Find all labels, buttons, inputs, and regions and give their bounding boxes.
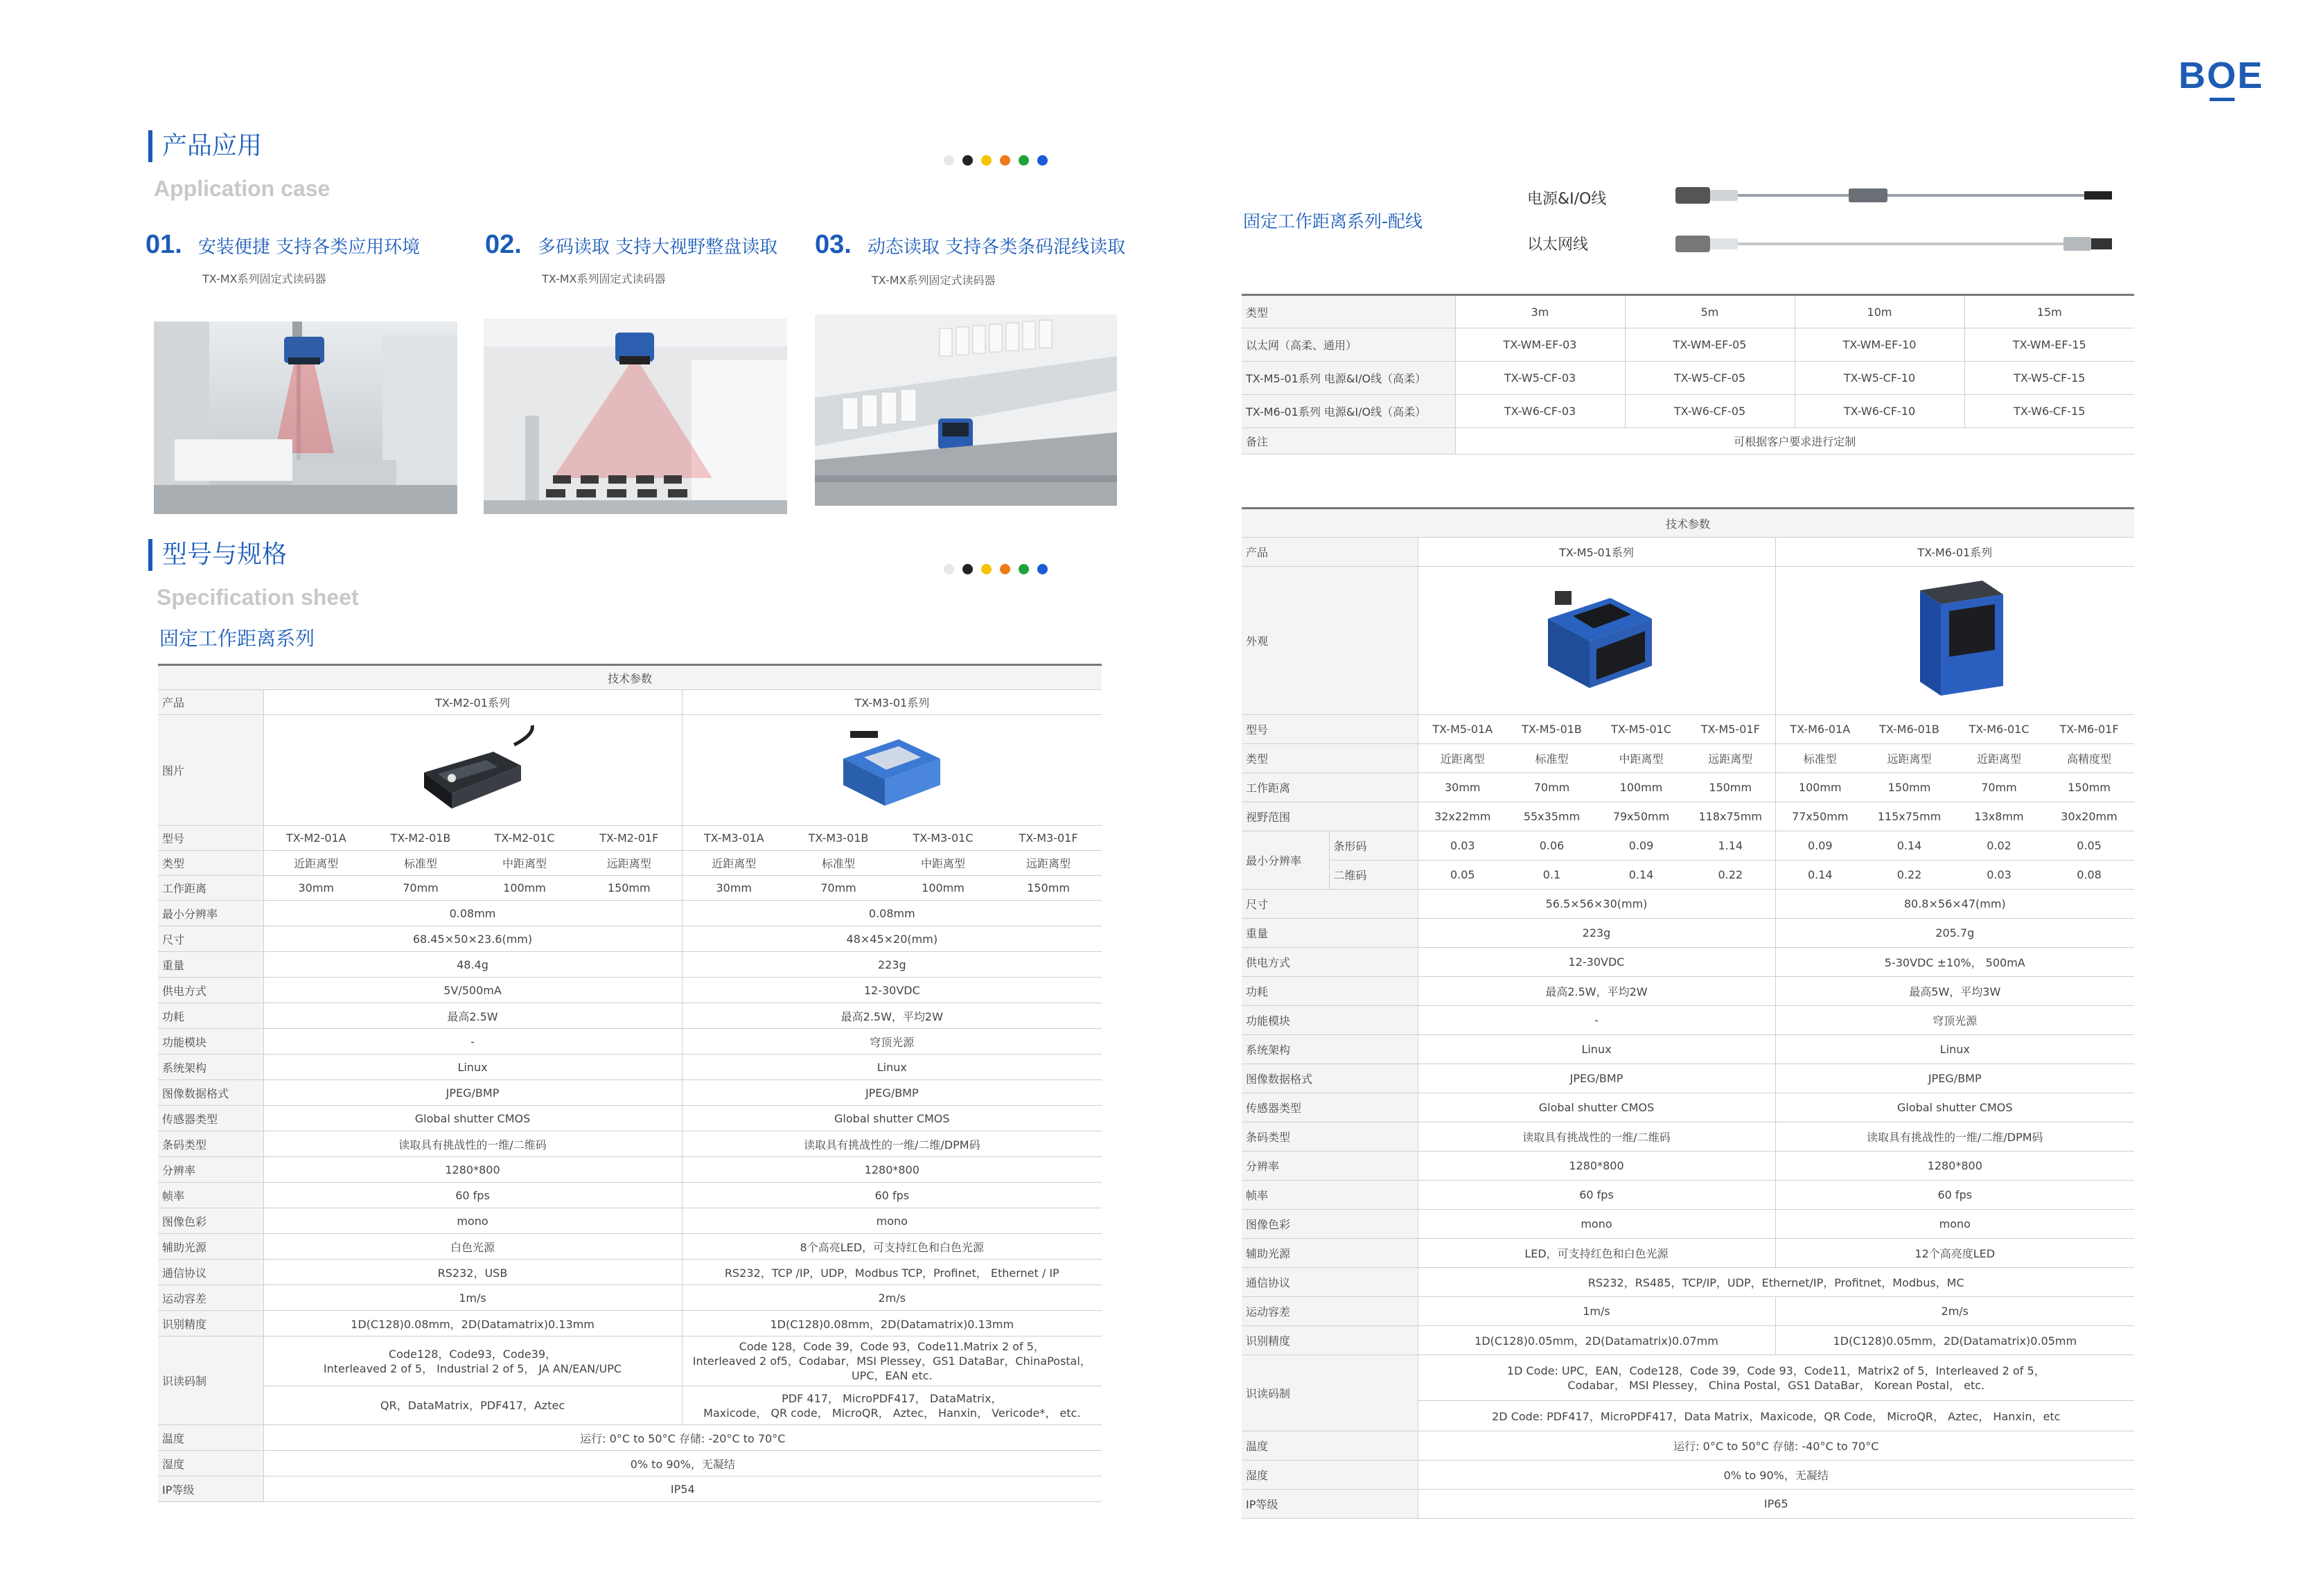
value-cell: 最高2.5W，平均2W (682, 1003, 1102, 1029)
model-cell: TX-M6-01C (1954, 715, 2044, 744)
cable-cell: TX-W5-CF-03 (1455, 362, 1625, 395)
value-cell: 223g (1418, 919, 1775, 948)
bar-res-cell: 0.03 (1418, 831, 1507, 861)
model-cell: TX-M3-01B (786, 826, 891, 851)
row-label: 系统架构 (1242, 1035, 1418, 1064)
codes-1d-cell (263, 1336, 682, 1386)
value-cell: 68.45×50×23.6(mm) (263, 926, 682, 952)
model-cell: TX-M2-01B (369, 826, 473, 851)
row-label: 图像色彩 (158, 1208, 263, 1234)
product-image-m3 (682, 715, 1102, 826)
spec-subtitle: Specification sheet (157, 585, 359, 610)
value-cell: 223g (682, 952, 1102, 978)
product-image-m5 (1418, 567, 1775, 715)
type-cell: 近距离型 (682, 851, 786, 876)
model-cell: TX-M6-01F (2044, 715, 2134, 744)
series-title: 固定工作距离系列 (159, 627, 315, 650)
row-label: 功能模块 (158, 1029, 263, 1055)
cable-power-image (1675, 182, 2119, 212)
case-photo-1 (154, 321, 457, 514)
fov-cell: 79x50mm (1596, 802, 1686, 831)
value-cell: 0% to 90%，无凝结 (263, 1451, 1102, 1476)
codes-2d-cell: 2D Code: PDF417，MicroPDF417，Data Matrix，Maxicode，QR Code， MicroQR， Aztec， Hanxin，etc (1418, 1401, 2134, 1431)
distance-cell: 150mm (995, 876, 1102, 901)
value-cell: Global shutter CMOS (682, 1106, 1102, 1131)
row-label: 条码类型 (158, 1131, 263, 1157)
code-line: Maxicode， QR code， MicroQR， Aztec， Hanxin， Vericode*， etc. (703, 1406, 1081, 1420)
color-dot (1000, 564, 1010, 574)
value-cell: Linux (1775, 1035, 2134, 1064)
model-cell: TX-M3-01F (995, 826, 1102, 851)
row-label: 视野范围 (1242, 802, 1418, 831)
product-name: TX-M2-01系列 (263, 690, 682, 715)
case-title: 安装便捷 支持各类应用环境 (197, 237, 421, 258)
row-label: 识别精度 (158, 1311, 263, 1336)
color-dot (944, 564, 954, 574)
value-cell: Global shutter CMOS (1418, 1093, 1775, 1122)
distance-cell: 100mm (1596, 773, 1686, 802)
row-label: 图像数据格式 (1242, 1064, 1418, 1093)
cable-cell: TX-W5-CF-10 (1795, 362, 1964, 395)
value-cell: 穹顶光源 (682, 1029, 1102, 1055)
row-label: 工作距离 (158, 876, 263, 901)
table-header: 技术参数 (1242, 509, 2134, 538)
cable-eth-label: 以太网线 (1527, 236, 1589, 254)
application-subtitle: Application case (154, 176, 331, 201)
value-cell: Global shutter CMOS (263, 1106, 682, 1131)
value-cell: 48×45×20(mm) (682, 926, 1102, 952)
value-cell: JPEG/BMP (1418, 1064, 1775, 1093)
row-label: 传感器类型 (1242, 1093, 1418, 1122)
fov-cell: 118x75mm (1686, 802, 1775, 831)
case-title: 多码读取 支持大视野整盘读取 (537, 237, 778, 258)
cable-cell: TX-W6-CF-10 (1795, 395, 1964, 428)
cables-title: 固定工作距离系列-配线 (1243, 211, 1423, 231)
value-cell: Linux (263, 1055, 682, 1080)
color-dot (981, 155, 992, 166)
row-sublabel: 二维码 (1329, 861, 1418, 890)
row-label: 重量 (1242, 919, 1418, 948)
color-dot (944, 155, 954, 166)
cable-power-label: 电源&I/O线 (1527, 191, 1607, 208)
distance-cell: 100mm (473, 876, 576, 901)
value-cell: 运行: 0°C to 50°C 存储: -40°C to 70°C (1418, 1431, 2134, 1461)
color-dot (981, 564, 992, 574)
type-cell: 标准型 (786, 851, 891, 876)
cable-eth-image (1675, 230, 2119, 261)
case-desc: TX-MX系列固定式读码器 (542, 272, 666, 285)
row-label: 帧率 (158, 1183, 263, 1208)
value-cell: IP65 (1418, 1490, 2134, 1519)
value-cell: - (263, 1029, 682, 1055)
value-cell: Linux (682, 1055, 1102, 1080)
cable-cell: TX-WM-EF-10 (1795, 328, 1964, 362)
value-cell: RS232，RS485，TCP/IP，UDP，Ethernet/IP，Profitnet，Modbus，MC (1418, 1268, 2134, 1297)
row-label: 识读码制 (1242, 1355, 1418, 1431)
cable-cell: TX-W5-CF-05 (1625, 362, 1795, 395)
model-cell: TX-M2-01A (263, 826, 369, 851)
value-cell: 0.08mm (263, 901, 682, 926)
qr-res-cell: 0.22 (1686, 861, 1775, 890)
value-cell: mono (263, 1208, 682, 1234)
code-line: Interleaved 2 of5，Codabar，MSI Plessey，GS1 DataBar，ChinaPostal， (692, 1355, 1091, 1368)
product-name: TX-M3-01系列 (682, 690, 1102, 715)
case-number: 02. (485, 230, 522, 259)
value-cell: 1280*800 (263, 1157, 682, 1183)
value-cell: 12-30VDC (682, 978, 1102, 1003)
color-dot (1000, 155, 1010, 166)
color-dot (962, 564, 973, 574)
model-cell: TX-M5-01B (1507, 715, 1596, 744)
length-header: 10m (1795, 295, 1964, 328)
value-cell: 读取具有挑战性的一维/二维码 (263, 1131, 682, 1157)
row-label: 辅助光源 (158, 1234, 263, 1260)
qr-res-cell: 0.1 (1507, 861, 1596, 890)
type-cell: 中距离型 (1596, 744, 1686, 773)
type-cell: 远距离型 (1865, 744, 1954, 773)
model-cell: TX-M2-01C (473, 826, 576, 851)
type-cell: 中距离型 (473, 851, 576, 876)
bar-res-cell: 0.09 (1596, 831, 1686, 861)
value-cell: 读取具有挑战性的一维/二维/DPM码 (1775, 1122, 2134, 1152)
row-label: 尺寸 (1242, 890, 1418, 919)
row-label: 供电方式 (1242, 948, 1418, 977)
value-cell: mono (1775, 1210, 2134, 1239)
distance-cell: 30mm (682, 876, 786, 901)
type-cell: 标准型 (1775, 744, 1865, 773)
value-cell: JPEG/BMP (682, 1080, 1102, 1106)
value-cell: 56.5×56×30(mm) (1418, 890, 1775, 919)
value-cell: mono (682, 1208, 1102, 1234)
type-cell: 近距离型 (1418, 744, 1507, 773)
value-cell: JPEG/BMP (263, 1080, 682, 1106)
row-label: 尺寸 (158, 926, 263, 952)
code-line: PDF 417， MicroPDF417， DataMatrix， (782, 1391, 1003, 1405)
type-cell: 标准型 (369, 851, 473, 876)
value-cell: 1m/s (263, 1285, 682, 1311)
cable-cell: TX-W6-CF-05 (1625, 395, 1795, 428)
bar-res-cell: 1.14 (1686, 831, 1775, 861)
model-cell: TX-M5-01F (1686, 715, 1775, 744)
type-cell: 近距离型 (1954, 744, 2044, 773)
value-cell: 5V/500mA (263, 978, 682, 1003)
value-cell: 读取具有挑战性的一维/二维码 (1418, 1122, 1775, 1152)
type-cell: 远距离型 (576, 851, 682, 876)
table-header: 技术参数 (158, 665, 1102, 690)
codes-2d-cell (682, 1386, 1102, 1425)
distance-cell: 70mm (1507, 773, 1596, 802)
case-2 (485, 230, 777, 260)
value-cell: Global shutter CMOS (1775, 1093, 2134, 1122)
fov-cell: 13x8mm (1954, 802, 2044, 831)
row-label: 湿度 (158, 1451, 263, 1476)
product-image-m2 (263, 715, 682, 826)
fov-cell: 115x75mm (1865, 802, 1954, 831)
model-cell: TX-M3-01A (682, 826, 786, 851)
value-cell: 80.8×56×47(mm) (1775, 890, 2134, 919)
case-number: 03. (815, 230, 852, 259)
value-cell: 1280*800 (682, 1157, 1102, 1183)
case-photo-2 (484, 319, 787, 514)
row-label: 供电方式 (158, 978, 263, 1003)
distance-cell: 70mm (786, 876, 891, 901)
boe-logo: BOE (2178, 55, 2264, 96)
value-cell: 60 fps (682, 1183, 1102, 1208)
distance-cell: 70mm (1954, 773, 2044, 802)
value-cell: JPEG/BMP (1775, 1064, 2134, 1093)
row-label: 通信协议 (1242, 1268, 1418, 1297)
value-cell: mono (1418, 1210, 1775, 1239)
fov-cell: 55x35mm (1507, 802, 1596, 831)
model-cell: TX-M5-01A (1418, 715, 1507, 744)
type-cell: 高精度型 (2044, 744, 2134, 773)
value-cell: 1D(C128)0.05mm，2D(Datamatrix)0.07mm (1418, 1326, 1775, 1355)
color-dot (962, 155, 973, 166)
row-label: 分辨率 (1242, 1152, 1418, 1181)
value-cell: 1m/s (1418, 1297, 1775, 1326)
qr-res-cell: 0.14 (1596, 861, 1686, 890)
distance-cell: 100mm (891, 876, 995, 901)
value-cell: 最高5W，平均3W (1775, 977, 2134, 1006)
spec-table-fixed (158, 664, 1102, 1502)
value-cell: IP54 (263, 1476, 1102, 1502)
value-cell: 12个高亮度LED (1775, 1239, 2134, 1268)
color-dots (944, 564, 1048, 574)
length-header: 15m (1964, 295, 2134, 328)
row-label: 湿度 (1242, 1461, 1418, 1490)
bar-res-cell: 0.06 (1507, 831, 1596, 861)
value-cell: 1D(C128)0.05mm，2D(Datamatrix)0.05mm (1775, 1326, 2134, 1355)
value-cell: LED，可支持红色和白色光源 (1418, 1239, 1775, 1268)
fov-cell: 30x20mm (2044, 802, 2134, 831)
value-cell: 1280*800 (1775, 1152, 2134, 1181)
model-cell: TX-M5-01C (1596, 715, 1686, 744)
cables-table (1242, 294, 2134, 455)
value-cell: 5-30VDC ±10%， 500mA (1775, 948, 2134, 977)
type-cell: 标准型 (1507, 744, 1596, 773)
case-3 (815, 230, 1125, 260)
color-dot (1037, 155, 1048, 166)
distance-cell: 30mm (1418, 773, 1507, 802)
row-label: 工作距离 (1242, 773, 1418, 802)
value-cell: RS232，TCP /IP，UDP，Modbus TCP，Profinet， Ethernet / IP (682, 1260, 1102, 1285)
type-cell: 近距离型 (263, 851, 369, 876)
case-desc: TX-MX系列固定式读码器 (872, 274, 996, 287)
row-label: 运动容差 (1242, 1297, 1418, 1326)
fov-cell: 32x22mm (1418, 802, 1507, 831)
bar-res-cell: 0.05 (2044, 831, 2134, 861)
qr-res-cell: 0.08 (2044, 861, 2134, 890)
value-cell: 60 fps (263, 1183, 682, 1208)
color-dot (1037, 564, 1048, 574)
qr-res-cell: 0.03 (1954, 861, 2044, 890)
row-label: 类型 (1242, 295, 1455, 328)
distance-cell: 150mm (1686, 773, 1775, 802)
cable-cell: TX-WM-EF-15 (1964, 328, 2134, 362)
row-label: 传感器类型 (158, 1106, 263, 1131)
value-cell: 0.08mm (682, 901, 1102, 926)
row-label: 型号 (158, 826, 263, 851)
row-label: 以太网（高柔、通用） (1242, 328, 1455, 362)
qr-res-cell: 0.14 (1775, 861, 1865, 890)
value-cell: 0% to 90%，无凝结 (1418, 1461, 2134, 1490)
product-name: TX-M5-01系列 (1418, 538, 1775, 567)
distance-cell: 150mm (576, 876, 682, 901)
row-label: IP等级 (1242, 1490, 1418, 1519)
row-label: 类型 (1242, 744, 1418, 773)
row-label: TX-M6-01系列 电源&I/O线（高柔） (1242, 395, 1455, 428)
application-title: 产品应用 (148, 130, 262, 162)
case-number: 01. (146, 230, 182, 259)
model-cell: TX-M6-01A (1775, 715, 1865, 744)
row-label: 类型 (158, 851, 263, 876)
distance-cell: 70mm (369, 876, 473, 901)
cable-cell: TX-WM-EF-03 (1455, 328, 1625, 362)
distance-cell: 100mm (1775, 773, 1865, 802)
value-cell: 1D(C128)0.08mm，2D(Datamatrix)0.13mm (682, 1311, 1102, 1336)
value-cell: Linux (1418, 1035, 1775, 1064)
value-cell: RS232，USB (263, 1260, 682, 1285)
case-photo-3 (815, 315, 1117, 506)
row-label: 外观 (1242, 567, 1418, 715)
value-cell: 运行: 0°C to 50°C 存储: -20°C to 70°C (263, 1425, 1102, 1451)
product-name: TX-M6-01系列 (1775, 538, 2134, 567)
bar-res-cell: 0.14 (1865, 831, 1954, 861)
row-label: 识读码制 (158, 1336, 263, 1425)
row-label: 功能模块 (1242, 1006, 1418, 1035)
type-cell: 远距离型 (995, 851, 1102, 876)
value-cell: 60 fps (1775, 1181, 2134, 1210)
row-label: 产品 (158, 690, 263, 715)
cable-cell: TX-W5-CF-15 (1964, 362, 2134, 395)
case-1 (146, 230, 420, 260)
model-cell: TX-M2-01F (576, 826, 682, 851)
color-dots (944, 155, 1048, 166)
code-line: Interleaved 2 of 5， Industrial 2 of 5， JA AN/EAN/UPC (323, 1361, 622, 1375)
spec-table-m5-m6 (1242, 507, 2134, 1519)
value-cell: 1D(C128)0.08mm，2D(Datamatrix)0.13mm (263, 1311, 682, 1336)
row-label: 备注 (1242, 428, 1455, 455)
value-cell: 8个高亮LED，可支持红色和白色光源 (682, 1234, 1102, 1260)
row-label: 帧率 (1242, 1181, 1418, 1210)
cable-cell: TX-W6-CF-03 (1455, 395, 1625, 428)
row-label: 识别精度 (1242, 1326, 1418, 1355)
qr-res-cell: 0.22 (1865, 861, 1954, 890)
row-label: 辅助光源 (1242, 1239, 1418, 1268)
value-cell: 2m/s (1775, 1297, 2134, 1326)
row-label: 图像数据格式 (158, 1080, 263, 1106)
distance-cell: 150mm (2044, 773, 2134, 802)
length-header: 5m (1625, 295, 1795, 328)
bar-res-cell: 0.02 (1954, 831, 2044, 861)
model-cell: TX-M6-01B (1865, 715, 1954, 744)
value-cell: 穹顶光源 (1775, 1006, 2134, 1035)
value-cell: - (1418, 1006, 1775, 1035)
value-cell: 白色光源 (263, 1234, 682, 1260)
value-cell: 12-30VDC (1418, 948, 1775, 977)
distance-cell: 150mm (1865, 773, 1954, 802)
codes-1d-cell (682, 1336, 1102, 1386)
row-label: 最小分辨率 (158, 901, 263, 926)
row-label: TX-M5-01系列 电源&I/O线（高柔） (1242, 362, 1455, 395)
type-cell: 中距离型 (891, 851, 995, 876)
bar-res-cell: 0.09 (1775, 831, 1865, 861)
note-cell: 可根据客户要求进行定制 (1455, 428, 2134, 455)
row-label: 条码类型 (1242, 1122, 1418, 1152)
case-title: 动态读取 支持各类条码混线读取 (867, 237, 1126, 258)
value-cell: 2m/s (682, 1285, 1102, 1311)
fov-cell: 77x50mm (1775, 802, 1865, 831)
row-label: 功耗 (1242, 977, 1418, 1006)
row-label: 重量 (158, 952, 263, 978)
spec-title: 型号与规格 (148, 539, 287, 571)
row-label: 功耗 (158, 1003, 263, 1029)
case-desc: TX-MX系列固定式读码器 (202, 272, 326, 285)
row-label: 温度 (158, 1425, 263, 1451)
color-dot (1019, 155, 1029, 166)
value-cell: 1280*800 (1418, 1152, 1775, 1181)
row-label: 最小分辨率 (1242, 831, 1329, 890)
row-label: 系统架构 (158, 1055, 263, 1080)
value-cell: 60 fps (1418, 1181, 1775, 1210)
code-line: Code128，Code93，Code39， (388, 1347, 557, 1361)
product-image-m6 (1775, 567, 2134, 715)
row-label: 运动容差 (158, 1285, 263, 1311)
value-cell: 读取具有挑战性的一维/二维/DPM码 (682, 1131, 1102, 1157)
row-sublabel: 条形码 (1329, 831, 1418, 861)
value-cell: 最高2.5W，平均2W (1418, 977, 1775, 1006)
type-cell: 远距离型 (1686, 744, 1775, 773)
row-label: 温度 (1242, 1431, 1418, 1461)
row-label: IP等级 (158, 1476, 263, 1502)
codes-2d-cell: QR，DataMatrix，PDF417，Aztec (263, 1386, 682, 1425)
distance-cell: 30mm (263, 876, 369, 901)
row-label: 产品 (1242, 538, 1418, 567)
code-line: 1D Code: UPC，EAN，Code128，Code 39，Code 93，Code11，Matrix2 of 5，Interleaved 2 of 5， (1506, 1364, 2045, 1377)
row-label: 分辨率 (158, 1157, 263, 1183)
length-header: 3m (1455, 295, 1625, 328)
row-label: 型号 (1242, 715, 1418, 744)
code-line: Codabar， MSI Plessey， China Postal，GS1 DataBar， Korean Postal， etc. (1567, 1378, 1985, 1392)
codes-1d-cell (1418, 1355, 2134, 1401)
code-line: UPC，EAN etc. (851, 1369, 933, 1382)
row-label: 通信协议 (158, 1260, 263, 1285)
cable-cell: TX-W6-CF-15 (1964, 395, 2134, 428)
row-label: 图像色彩 (1242, 1210, 1418, 1239)
cable-cell: TX-WM-EF-05 (1625, 328, 1795, 362)
value-cell: 48.4g (263, 952, 682, 978)
value-cell: 205.7g (1775, 919, 2134, 948)
row-label: 图片 (158, 715, 263, 826)
model-cell: TX-M3-01C (891, 826, 995, 851)
qr-res-cell: 0.05 (1418, 861, 1507, 890)
value-cell: 最高2.5W (263, 1003, 682, 1029)
code-line: Code 128，Code 39，Code 93，Code11.Matrix 2 of 5， (739, 1340, 1045, 1353)
color-dot (1019, 564, 1029, 574)
